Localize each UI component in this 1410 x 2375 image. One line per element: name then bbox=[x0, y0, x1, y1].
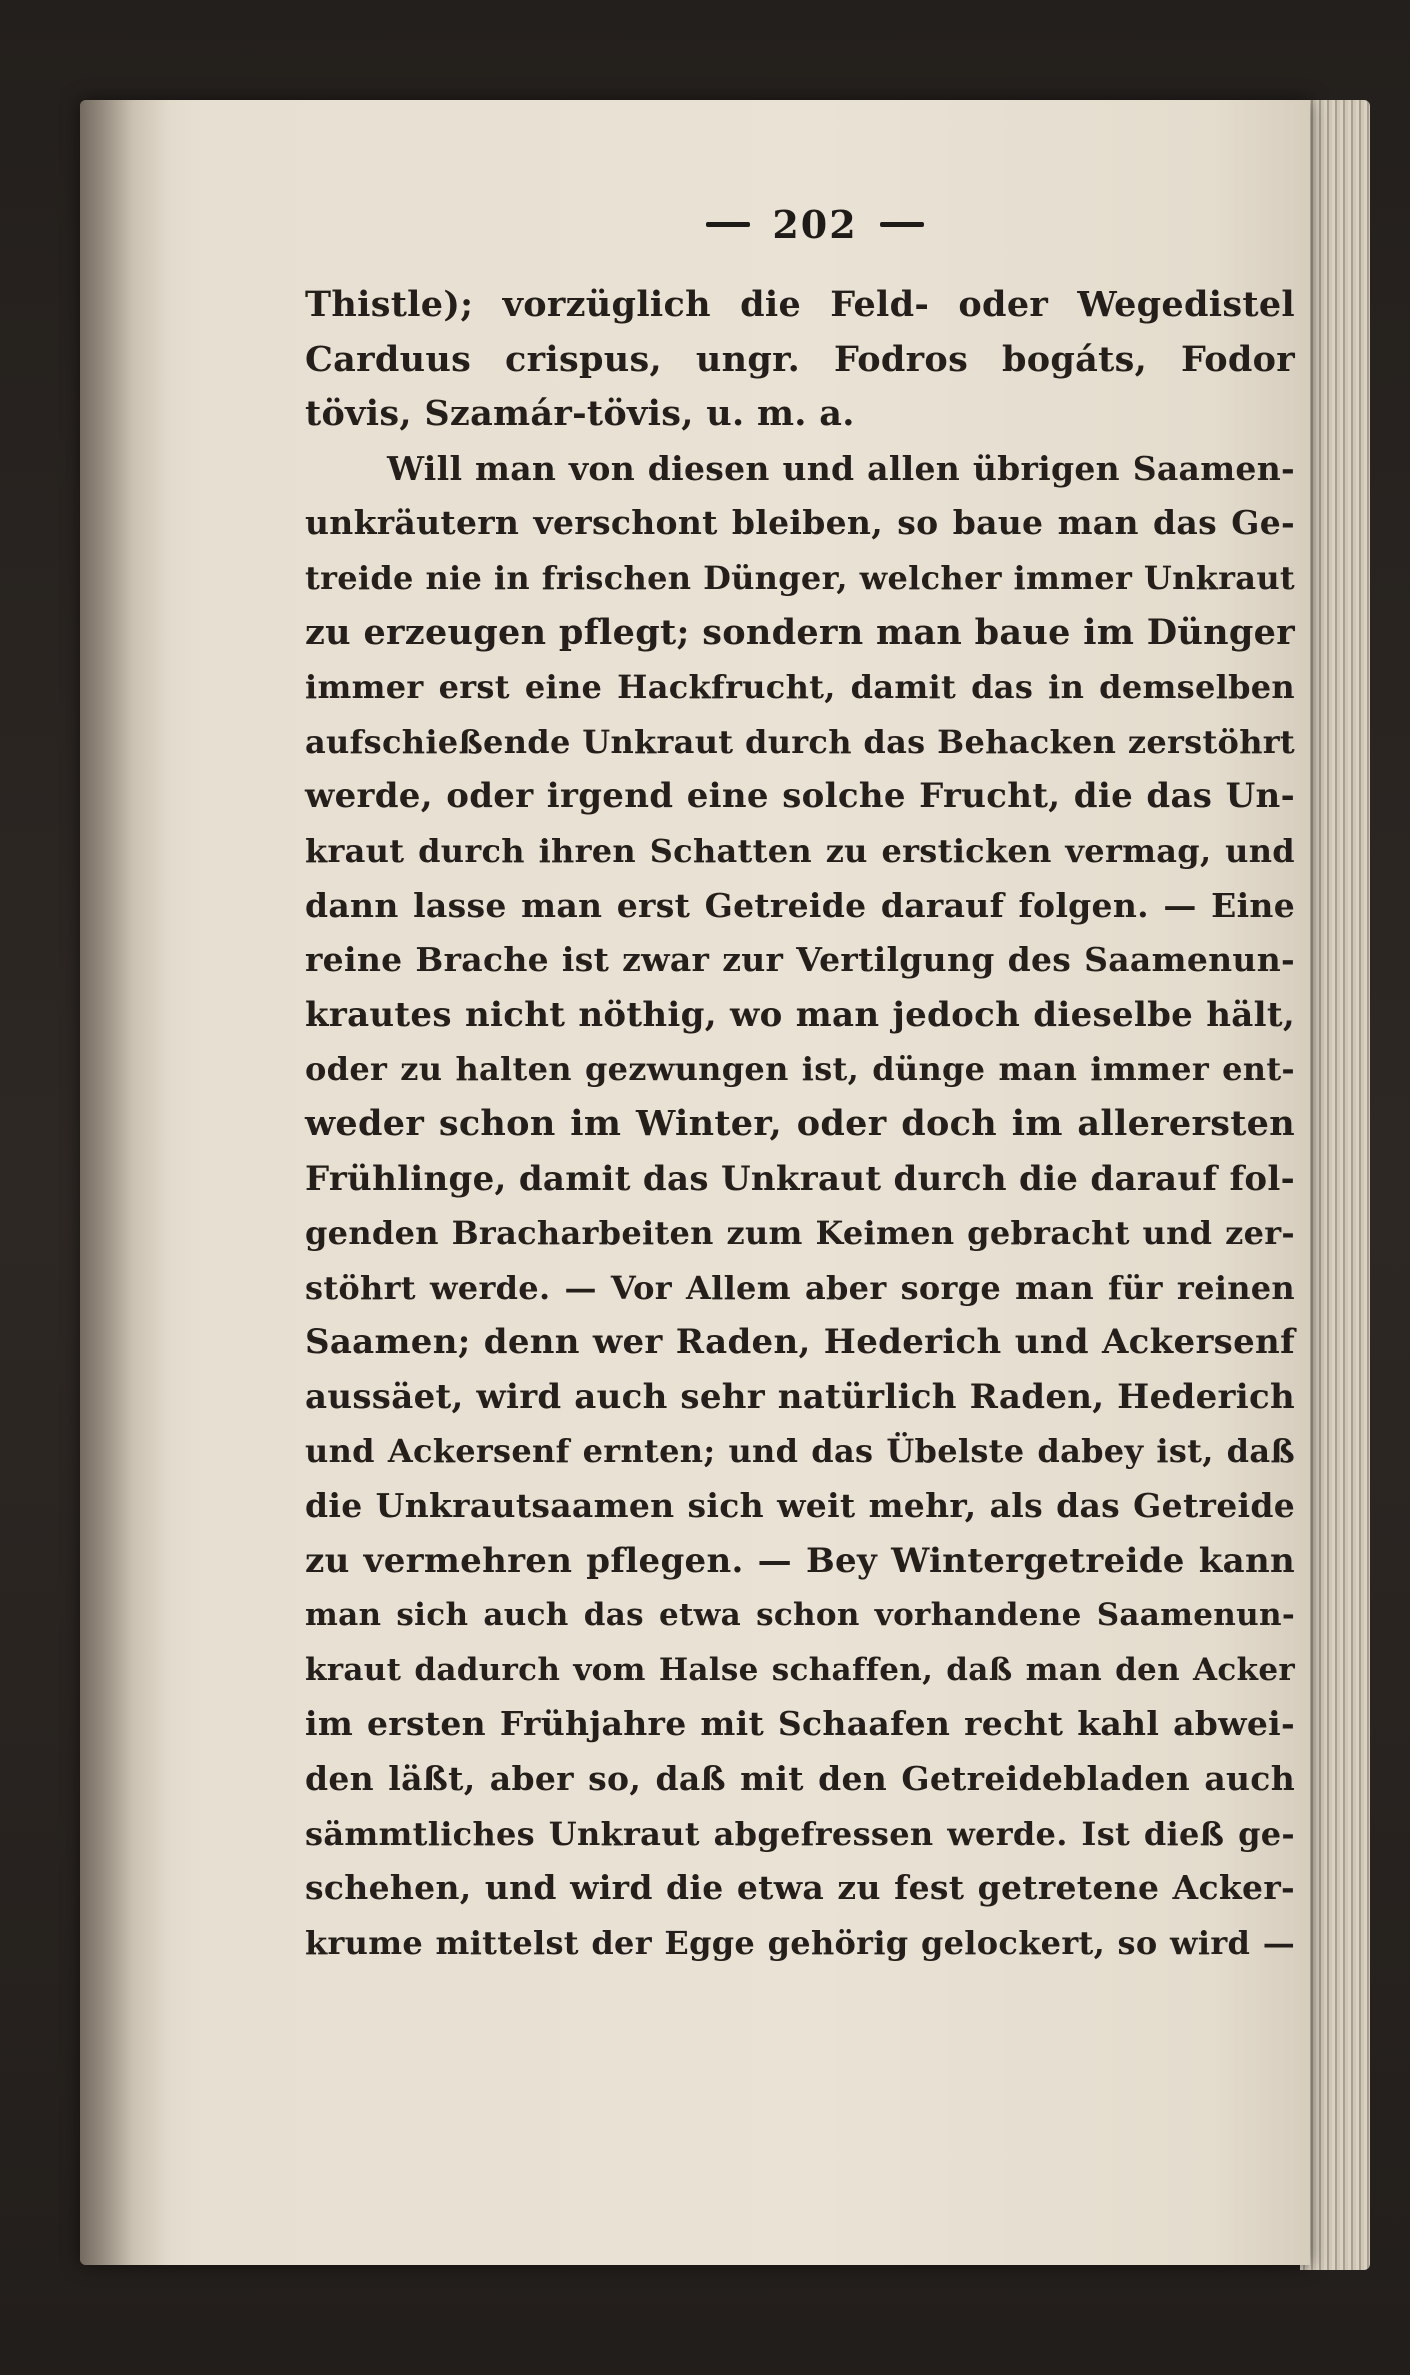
page-number: 202 bbox=[772, 201, 858, 247]
page-spine-shadow bbox=[80, 100, 170, 2265]
text-line: und Ackersenf ernten; und das Übelste dabey ist, daß bbox=[305, 1432, 1295, 1471]
text-line: im ersten Frühjahre mit Schaafen recht kahl abwei- bbox=[305, 1704, 1295, 1744]
text-line: zu erzeugen pflegt; sondern man baue im Dünger bbox=[305, 611, 1295, 653]
text-line: aufschießende Unkraut durch das Behacken zerstöhrt bbox=[305, 722, 1295, 761]
text-line: Will man von diesen und allen übrigen Saamen- bbox=[387, 448, 1295, 488]
text-line: schehen, und wird die etwa zu fest getretene Acker- bbox=[305, 1868, 1295, 1908]
text-line: den läßt, aber so, daß mit den Getreidebladen auch bbox=[305, 1759, 1295, 1799]
text-line: unkräutern verschont bleiben, so baue man das Ge- bbox=[305, 503, 1295, 543]
body-text bbox=[305, 278, 1295, 1970]
text-line: Frühlinge, damit das Unkraut durch die darauf fol- bbox=[305, 1158, 1295, 1199]
page-stack-edges bbox=[1300, 100, 1370, 2270]
text-line: sämmtliches Unkraut abgefressen werde. Ist dieß ge- bbox=[305, 1814, 1295, 1853]
text-line: oder zu halten gezwungen ist, dünge man immer ent- bbox=[305, 1050, 1295, 1089]
text-line: immer erst eine Hackfrucht, damit das in demselben bbox=[305, 668, 1295, 707]
header-dash-left bbox=[706, 222, 750, 227]
text-line: krautes nicht nöthig, wo man jedoch dieselbe hält, bbox=[305, 994, 1295, 1035]
text-line: Thistle); vorzüglich die Feld- oder Wegedistel bbox=[305, 284, 1295, 325]
text-line: kraut dadurch vom Halse schaffen, daß man den Acker bbox=[305, 1651, 1295, 1688]
text-line: zu vermehren pflegen. — Bey Wintergetreide kann bbox=[305, 1540, 1295, 1581]
text-line: tövis, Szamár-tövis, u. m. a. bbox=[305, 393, 855, 435]
text-line: die Unkrautsaamen sich weit mehr, als das Getreide bbox=[305, 1486, 1295, 1526]
text-line: aussäet, wird auch sehr natürlich Raden, Hederich bbox=[305, 1376, 1295, 1417]
text-line: weder schon im Winter, oder doch im allerersten bbox=[305, 1102, 1295, 1144]
text-line: treide nie in frischen Dünger, welcher immer Unkraut bbox=[305, 558, 1295, 597]
header-dash-right bbox=[880, 222, 924, 227]
text-line: reine Brache ist zwar zur Vertilgung des Saamenun- bbox=[305, 940, 1295, 980]
text-line: man sich auch das etwa schon vorhandene Saamenun- bbox=[305, 1597, 1295, 1634]
text-line: Carduus crispus, ungr. Fodros bogáts, Fodor bbox=[305, 338, 1295, 380]
text-line: Saamen; denn wer Raden, Hederich und Ackersenf bbox=[305, 1322, 1295, 1363]
text-line: stöhrt werde. — Vor Allem aber sorge man für reinen bbox=[305, 1268, 1295, 1307]
text-line: genden Bracharbeiten zum Keimen gebracht und zer- bbox=[305, 1214, 1295, 1253]
text-line: kraut durch ihren Schatten zu ersticken vermag, und bbox=[305, 831, 1295, 870]
text-line: krume mittelst der Egge gehörig gelockert, so wird — bbox=[305, 1923, 1295, 1962]
page-header bbox=[690, 196, 940, 252]
text-line: dann lasse man erst Getreide darauf folgen. — Eine bbox=[305, 885, 1295, 925]
text-line: werde, oder irgend eine solche Frucht, die das Un- bbox=[305, 776, 1295, 817]
